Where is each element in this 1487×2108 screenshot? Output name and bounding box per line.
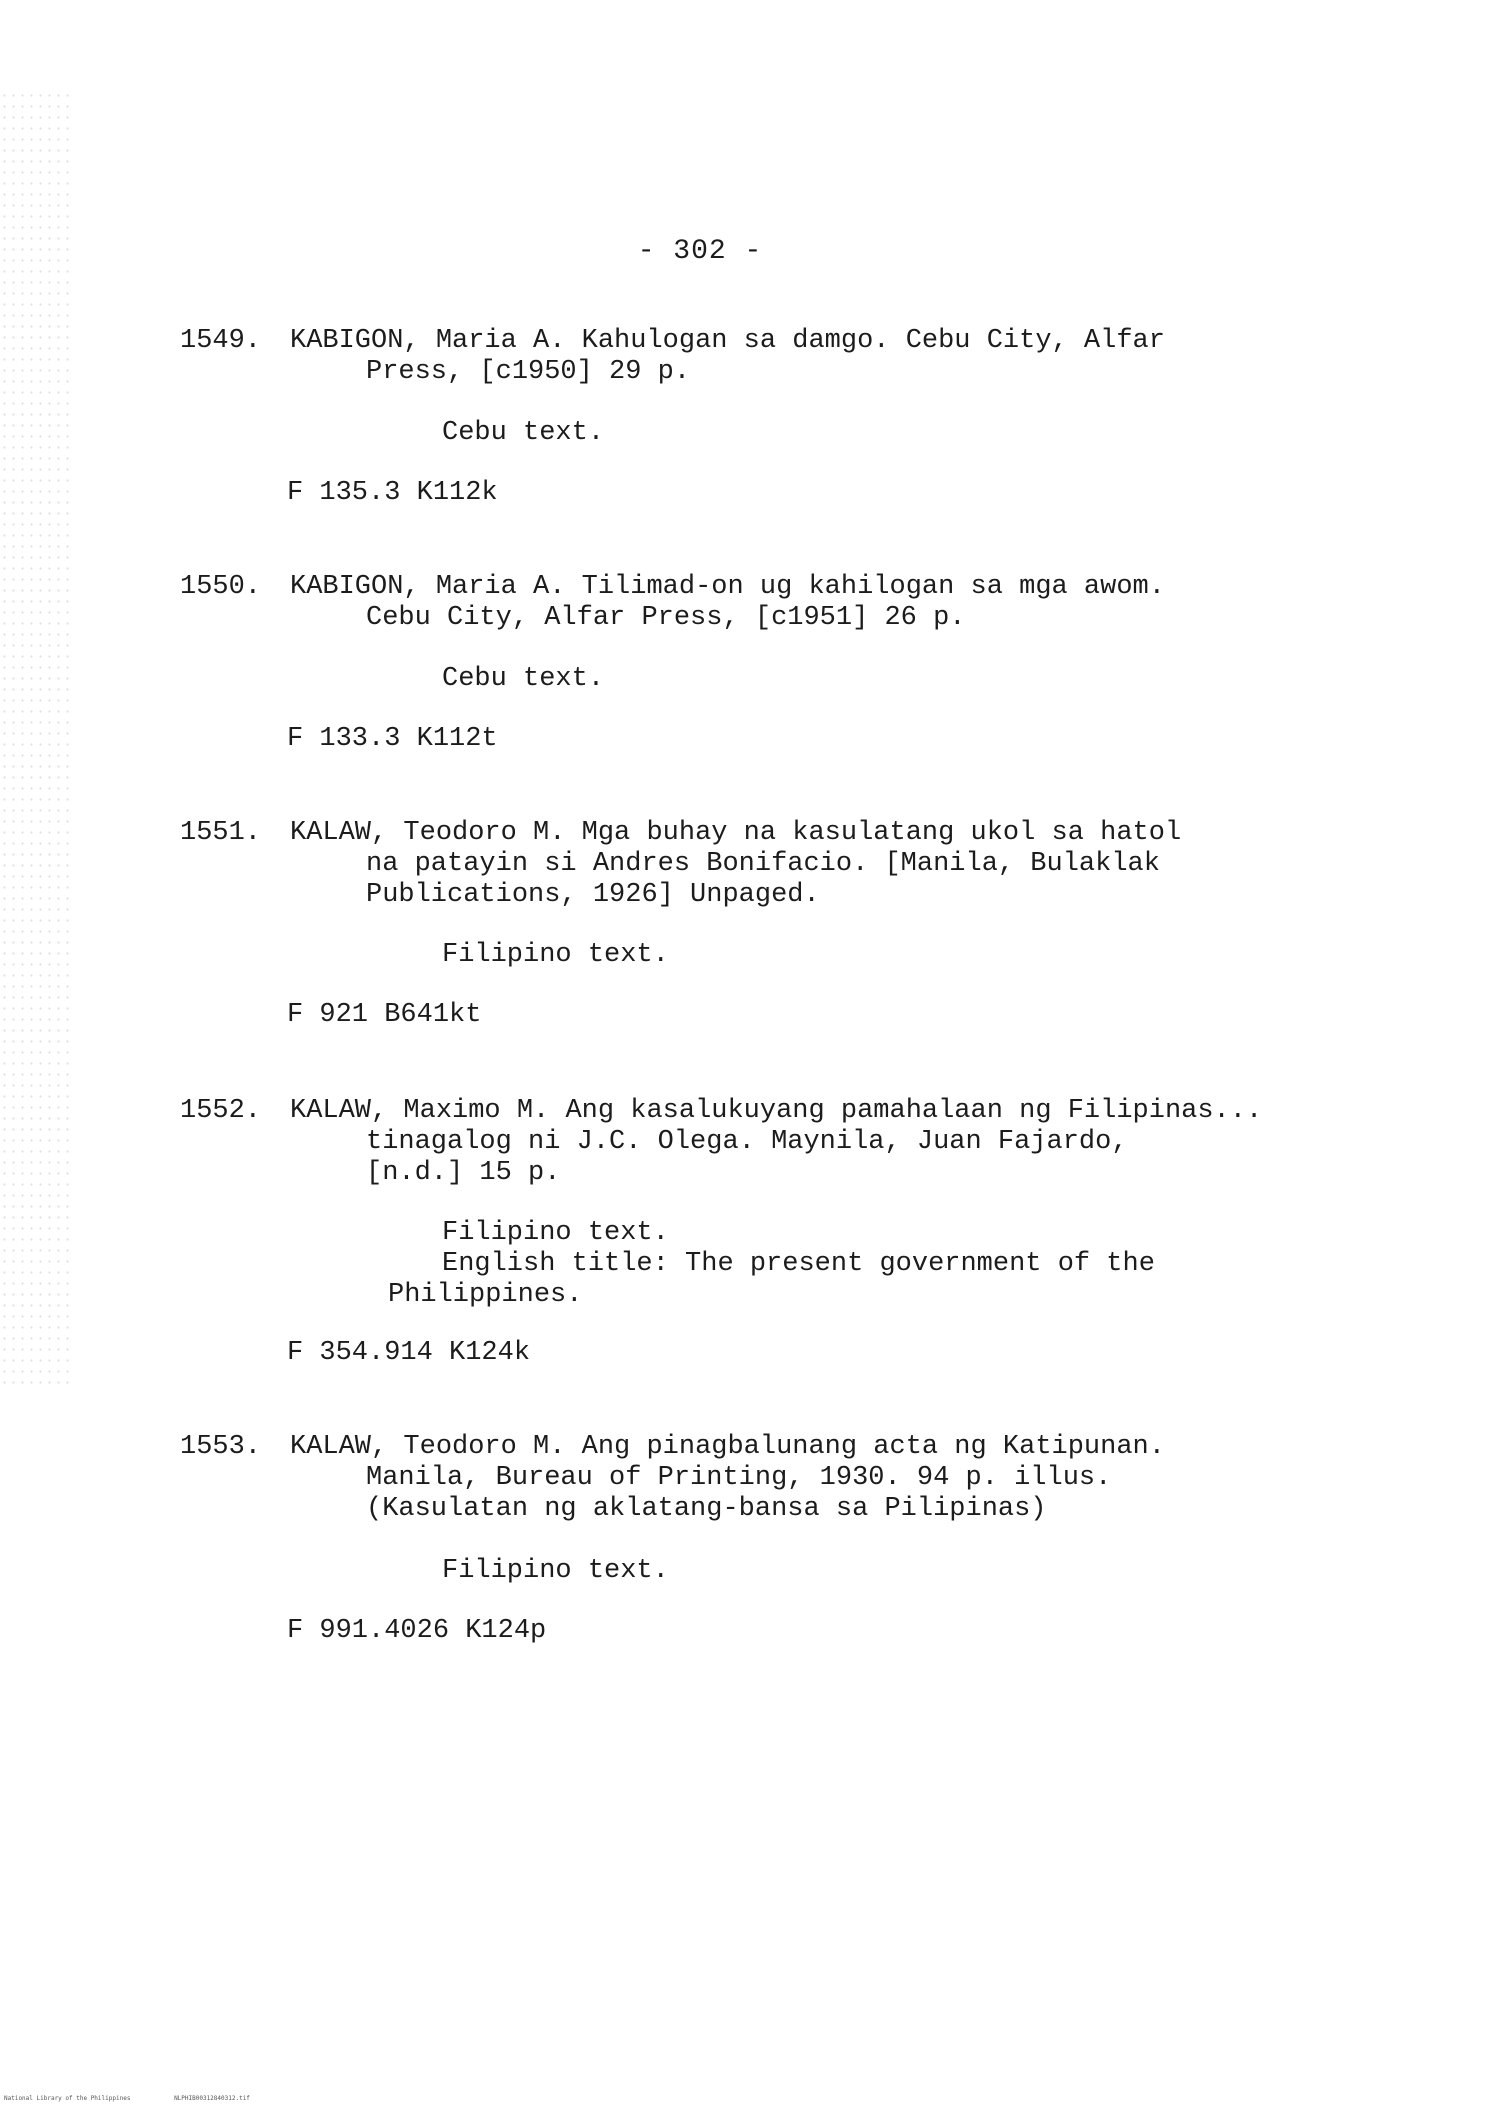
entry-number: 1552. — [180, 1096, 262, 1126]
entry-number: 1549. — [180, 326, 262, 356]
citation-line: KALAW, Maximo M. Ang kasalukuyang pamahalaan ng Filipinas... — [290, 1096, 1263, 1126]
note-line: Cebu text. — [442, 664, 605, 694]
entry-citation — [290, 1432, 1320, 1525]
entry-notes — [442, 1556, 669, 1587]
footer-library: National Library of the Philippines — [4, 2095, 131, 2102]
citation-line: Cebu City, Alfar Press, [c1951] 26 p. — [366, 603, 966, 633]
note-line: English title: The present government of the — [442, 1249, 1155, 1279]
note-line: Cebu text. — [442, 418, 605, 448]
note-line: Filipino text. — [442, 940, 669, 970]
entry-citation — [290, 1096, 1320, 1189]
citation-line: KABIGON, Maria A. Kahulogan sa damgo. Cebu City, Alfar — [290, 326, 1165, 356]
call-number: F 354.914 K124k — [287, 1338, 531, 1368]
entry-notes — [442, 940, 669, 971]
citation-line: KALAW, Teodoro M. Ang pinagbalunang acta ng Katipunan. — [290, 1432, 1165, 1462]
entry-citation — [290, 326, 1320, 388]
entry-notes — [442, 418, 604, 449]
call-number: F 921 B641kt — [287, 1000, 482, 1030]
note-line: Philippines. — [388, 1280, 583, 1310]
page-number: - 302 - — [637, 236, 763, 267]
entry-notes — [388, 1218, 1155, 1311]
citation-line: tinagalog ni J.C. Olega. Maynila, Juan Fajardo, — [366, 1127, 1128, 1157]
citation-line: Press, [c1950] 29 p. — [366, 357, 691, 387]
entry-number: 1551. — [180, 818, 262, 848]
citation-line: Publications, 1926] Unpaged. — [366, 880, 820, 910]
citation-line: Manila, Bureau of Printing, 1930. 94 p. illus. — [366, 1463, 1112, 1493]
entry-number: 1553. — [180, 1432, 262, 1462]
call-number: F 133.3 K112t — [287, 724, 498, 754]
entry-citation — [290, 818, 1320, 911]
entry-citation — [290, 572, 1320, 634]
call-number: F 135.3 K112k — [287, 478, 498, 508]
citation-line: KABIGON, Maria A. Tilimad-on ug kahilogan sa mga awom. — [290, 572, 1165, 602]
call-number: F 991.4026 K124p — [287, 1616, 547, 1646]
citation-line: (Kasulatan ng aklatang-bansa sa Pilipinas) — [366, 1494, 1047, 1524]
note-line: Filipino text. — [442, 1556, 669, 1586]
entry-number: 1550. — [180, 572, 262, 602]
citation-line: KALAW, Teodoro M. Mga buhay na kasulatang ukol sa hatol — [290, 818, 1182, 848]
citation-line: na patayin si Andres Bonifacio. [Manila, Bulaklak — [366, 849, 1160, 879]
citation-line: [n.d.] 15 p. — [366, 1158, 561, 1188]
scan-footer — [4, 2095, 290, 2102]
scan-noise — [0, 90, 70, 1390]
footer-file-id: NLPHIB00312840312.tif — [174, 2095, 250, 2102]
entry-notes — [442, 664, 604, 695]
note-line: Filipino text. — [442, 1218, 669, 1248]
